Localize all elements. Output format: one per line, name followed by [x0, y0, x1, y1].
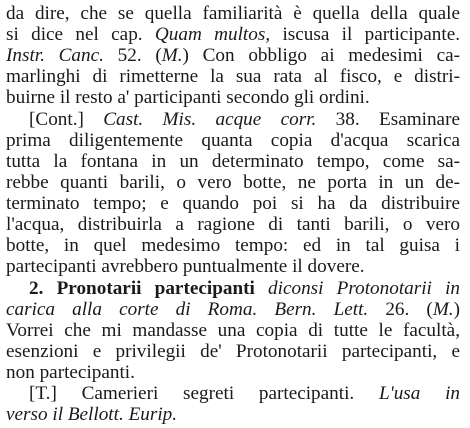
italic-text: Cast. Mis. acque corr.	[103, 109, 317, 130]
italic-text: M.	[432, 299, 454, 320]
italic-text: M.	[161, 45, 183, 66]
text-line	[29, 278, 460, 300]
text-run: ) Con obbligo ai medesimi ca-	[182, 45, 460, 66]
text-run: 38. Esaminare	[316, 109, 460, 130]
text-run: terminato tempo; e quando poi si ha da distribuire	[6, 193, 460, 214]
text-line	[29, 383, 460, 405]
text-line	[6, 404, 460, 426]
text-run: prima diligentemente quanta copia d'acqua scarica	[6, 130, 460, 151]
text-line	[29, 109, 460, 131]
text-line	[6, 214, 460, 236]
text-run: l'acqua, distribuirla a ragione di tanti barili, o vero	[6, 214, 460, 235]
text-run: da dire, che se quella familiarità è quella della quale	[6, 3, 460, 24]
text-line	[6, 45, 460, 67]
text-run: si dice nel cap.	[6, 24, 155, 45]
text-run: tutta la fontana in un determinato tempo, come sa-	[6, 151, 460, 172]
text-run: 52. (	[103, 45, 162, 66]
text-run: [T.] Camerieri segreti partecipanti.	[29, 383, 379, 404]
text-line	[6, 341, 460, 363]
bold-headword: 2. Pronotarii partecipanti	[29, 278, 255, 299]
italic-text: L'usa in	[378, 383, 460, 404]
text-line	[6, 362, 460, 384]
text-run: esenzioni e privilegii de' Protonotarii partecipanti, e	[6, 341, 460, 362]
text-line	[6, 256, 460, 278]
text-line	[6, 130, 460, 152]
text-line	[6, 299, 460, 321]
text-line	[6, 87, 460, 109]
text-line	[6, 151, 460, 173]
text-run: [Cont.]	[29, 109, 104, 130]
text-line	[6, 172, 460, 194]
text-run: buirne il resto a' participanti secondo gli ordini.	[6, 87, 370, 108]
text-line	[6, 66, 460, 88]
text-run: 26. (	[368, 299, 433, 320]
text-run: partecipanti avrebbero puntualmente il dovere.	[6, 256, 365, 277]
text-run: marlinghi di rimetterne la sua rata al fisco, e distri-	[6, 66, 460, 87]
italic-text: carica alla corte di Roma. Bern. Lett.	[6, 299, 369, 320]
text-run: )	[453, 299, 460, 320]
text-run: , iscusa il participante.	[265, 24, 460, 45]
text-line	[6, 320, 460, 342]
text-line	[6, 3, 460, 25]
italic-text: verso il Bellott. Eurip.	[6, 404, 178, 425]
text-run: rebbe quanti barili, o vero botte, ne porta in un de-	[6, 172, 460, 193]
text-run: non partecipanti.	[6, 362, 135, 383]
text-line	[6, 235, 460, 257]
italic-text: Quam multos	[154, 24, 266, 45]
text-line	[6, 193, 460, 215]
text-run: botte, in quel medesimo tempo: ed in tal guisa i	[6, 235, 460, 256]
italic-text: Instr. Canc.	[6, 45, 104, 66]
text-line	[6, 24, 460, 46]
text-run: Vorrei che mi mandasse una copia di tutte le facultà,	[6, 320, 460, 341]
italic-text: diconsi Protonotarii in	[254, 278, 460, 299]
